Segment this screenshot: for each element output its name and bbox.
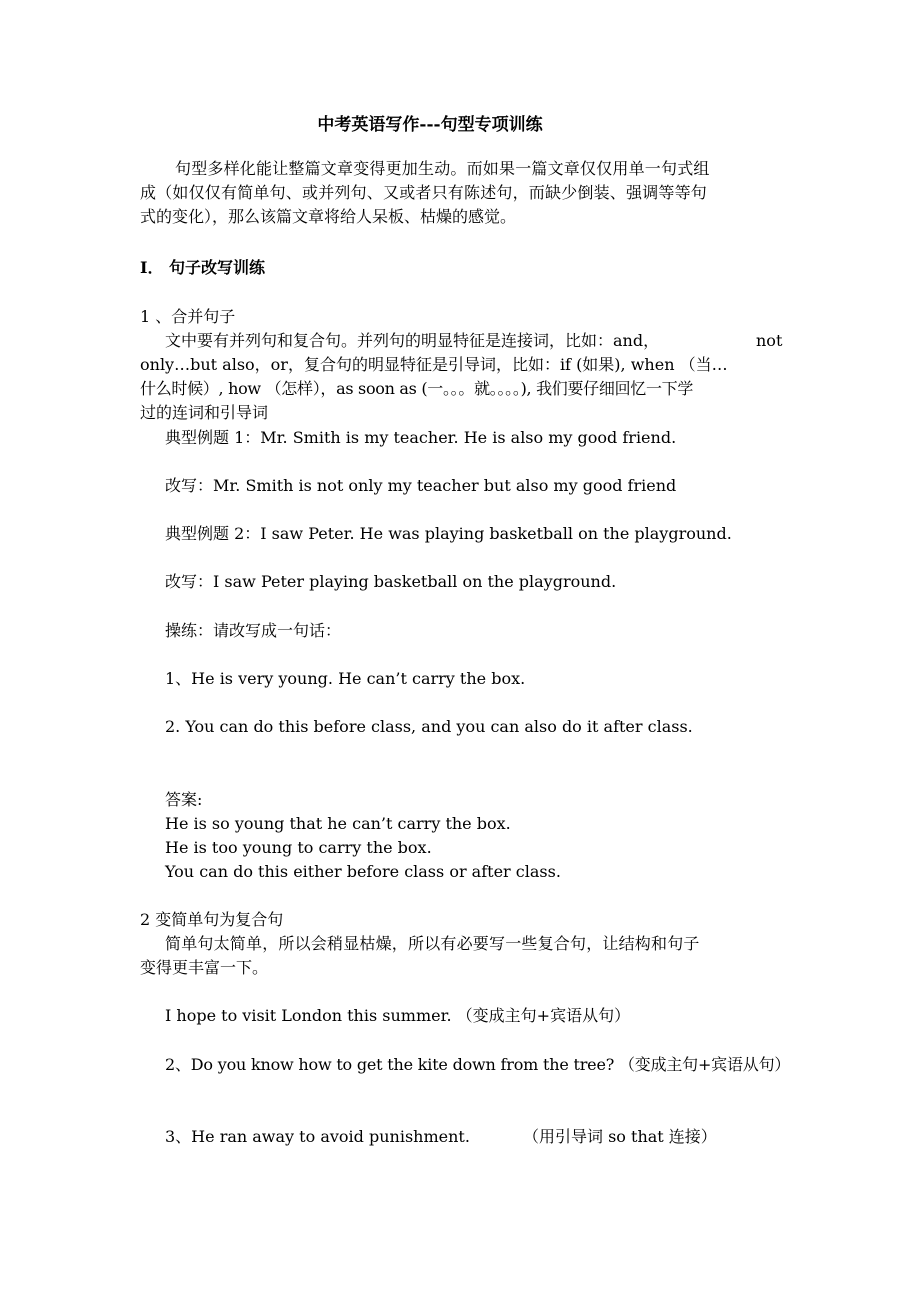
exercise-1: I hope to visit London this summer. （变成主句+宾语从句） [165, 1006, 631, 1025]
exercise-3: 3、He ran away to avoid punishment. [165, 1127, 470, 1146]
intro-line-2: 成（如仅仅有简单句、或并列句、又或者只有陈述句，而缺少倒装、强调等等句 [140, 183, 708, 202]
answer-label: 答案: [165, 790, 203, 809]
document-title: 中考英语写作---句型专项训练 [317, 115, 543, 135]
answer-item: You can do this either before class or after class. [165, 862, 561, 881]
part1-desc-line-1a: 文中要有并列句和复合句。并列句的明显特征是连接词，比如：and， [165, 331, 660, 350]
exercise-2: 2、Do you know how to get the kite down from the tree? （变成主句+宾语从句） [165, 1055, 791, 1074]
rewrite-2: 改写：I saw Peter playing basketball on the playground. [165, 572, 617, 591]
section-heading: Ⅰ． 句子改写训练 [140, 258, 266, 277]
part2-desc-line-2: 变得更丰富一下。 [140, 958, 269, 977]
part2-desc-line-1: 简单句太简单，所以会稍显枯燥，所以有必要写一些复合句，让结构和句子 [165, 934, 700, 953]
rewrite-1: 改写：Mr. Smith is not only my teacher but also my good friend [165, 476, 677, 495]
answer-item: He is so young that he can’t carry the box. [165, 814, 511, 833]
part2-heading: 2 变简单句为复合句 [140, 910, 284, 929]
practice-question-1: 1、He is very young. He can’t carry the box. [165, 669, 526, 688]
intro-line-1: 句型多样化能让整篇文章变得更加生动。而如果一篇文章仅仅用单一句式组 [175, 159, 710, 178]
practice-label: 操练：请改写成一句话： [165, 621, 342, 640]
exercise-3-note: （用引导词 so that 连接） [523, 1127, 717, 1146]
example-1: 典型例题 1：Mr. Smith is my teacher. He is also my good friend. [165, 428, 677, 447]
example-2: 典型例题 2：I saw Peter. He was playing basketball on the playground. [165, 524, 732, 543]
part1-heading: 1 、合并句子 [140, 307, 236, 326]
part1-desc-line-3: 什么时候）, how （怎样），as soon as (一。。。就。。。。), 我们要仔细回忆一下学 [140, 379, 694, 398]
intro-line-3: 式的变化），那么该篇文章将给人呆板、枯燥的感觉。 [140, 207, 517, 226]
part1-desc-line-4: 过的连词和引导词 [140, 403, 269, 422]
practice-question-2: 2. You can do this before class, and you can also do it after class. [165, 717, 693, 736]
part1-desc-line-1b: not [756, 331, 783, 350]
part1-desc-line-2: only…but also，or，复合句的明显特征是引导词，比如：if (如果), when （当… [140, 355, 728, 374]
answer-item: He is too young to carry the box. [165, 838, 432, 857]
